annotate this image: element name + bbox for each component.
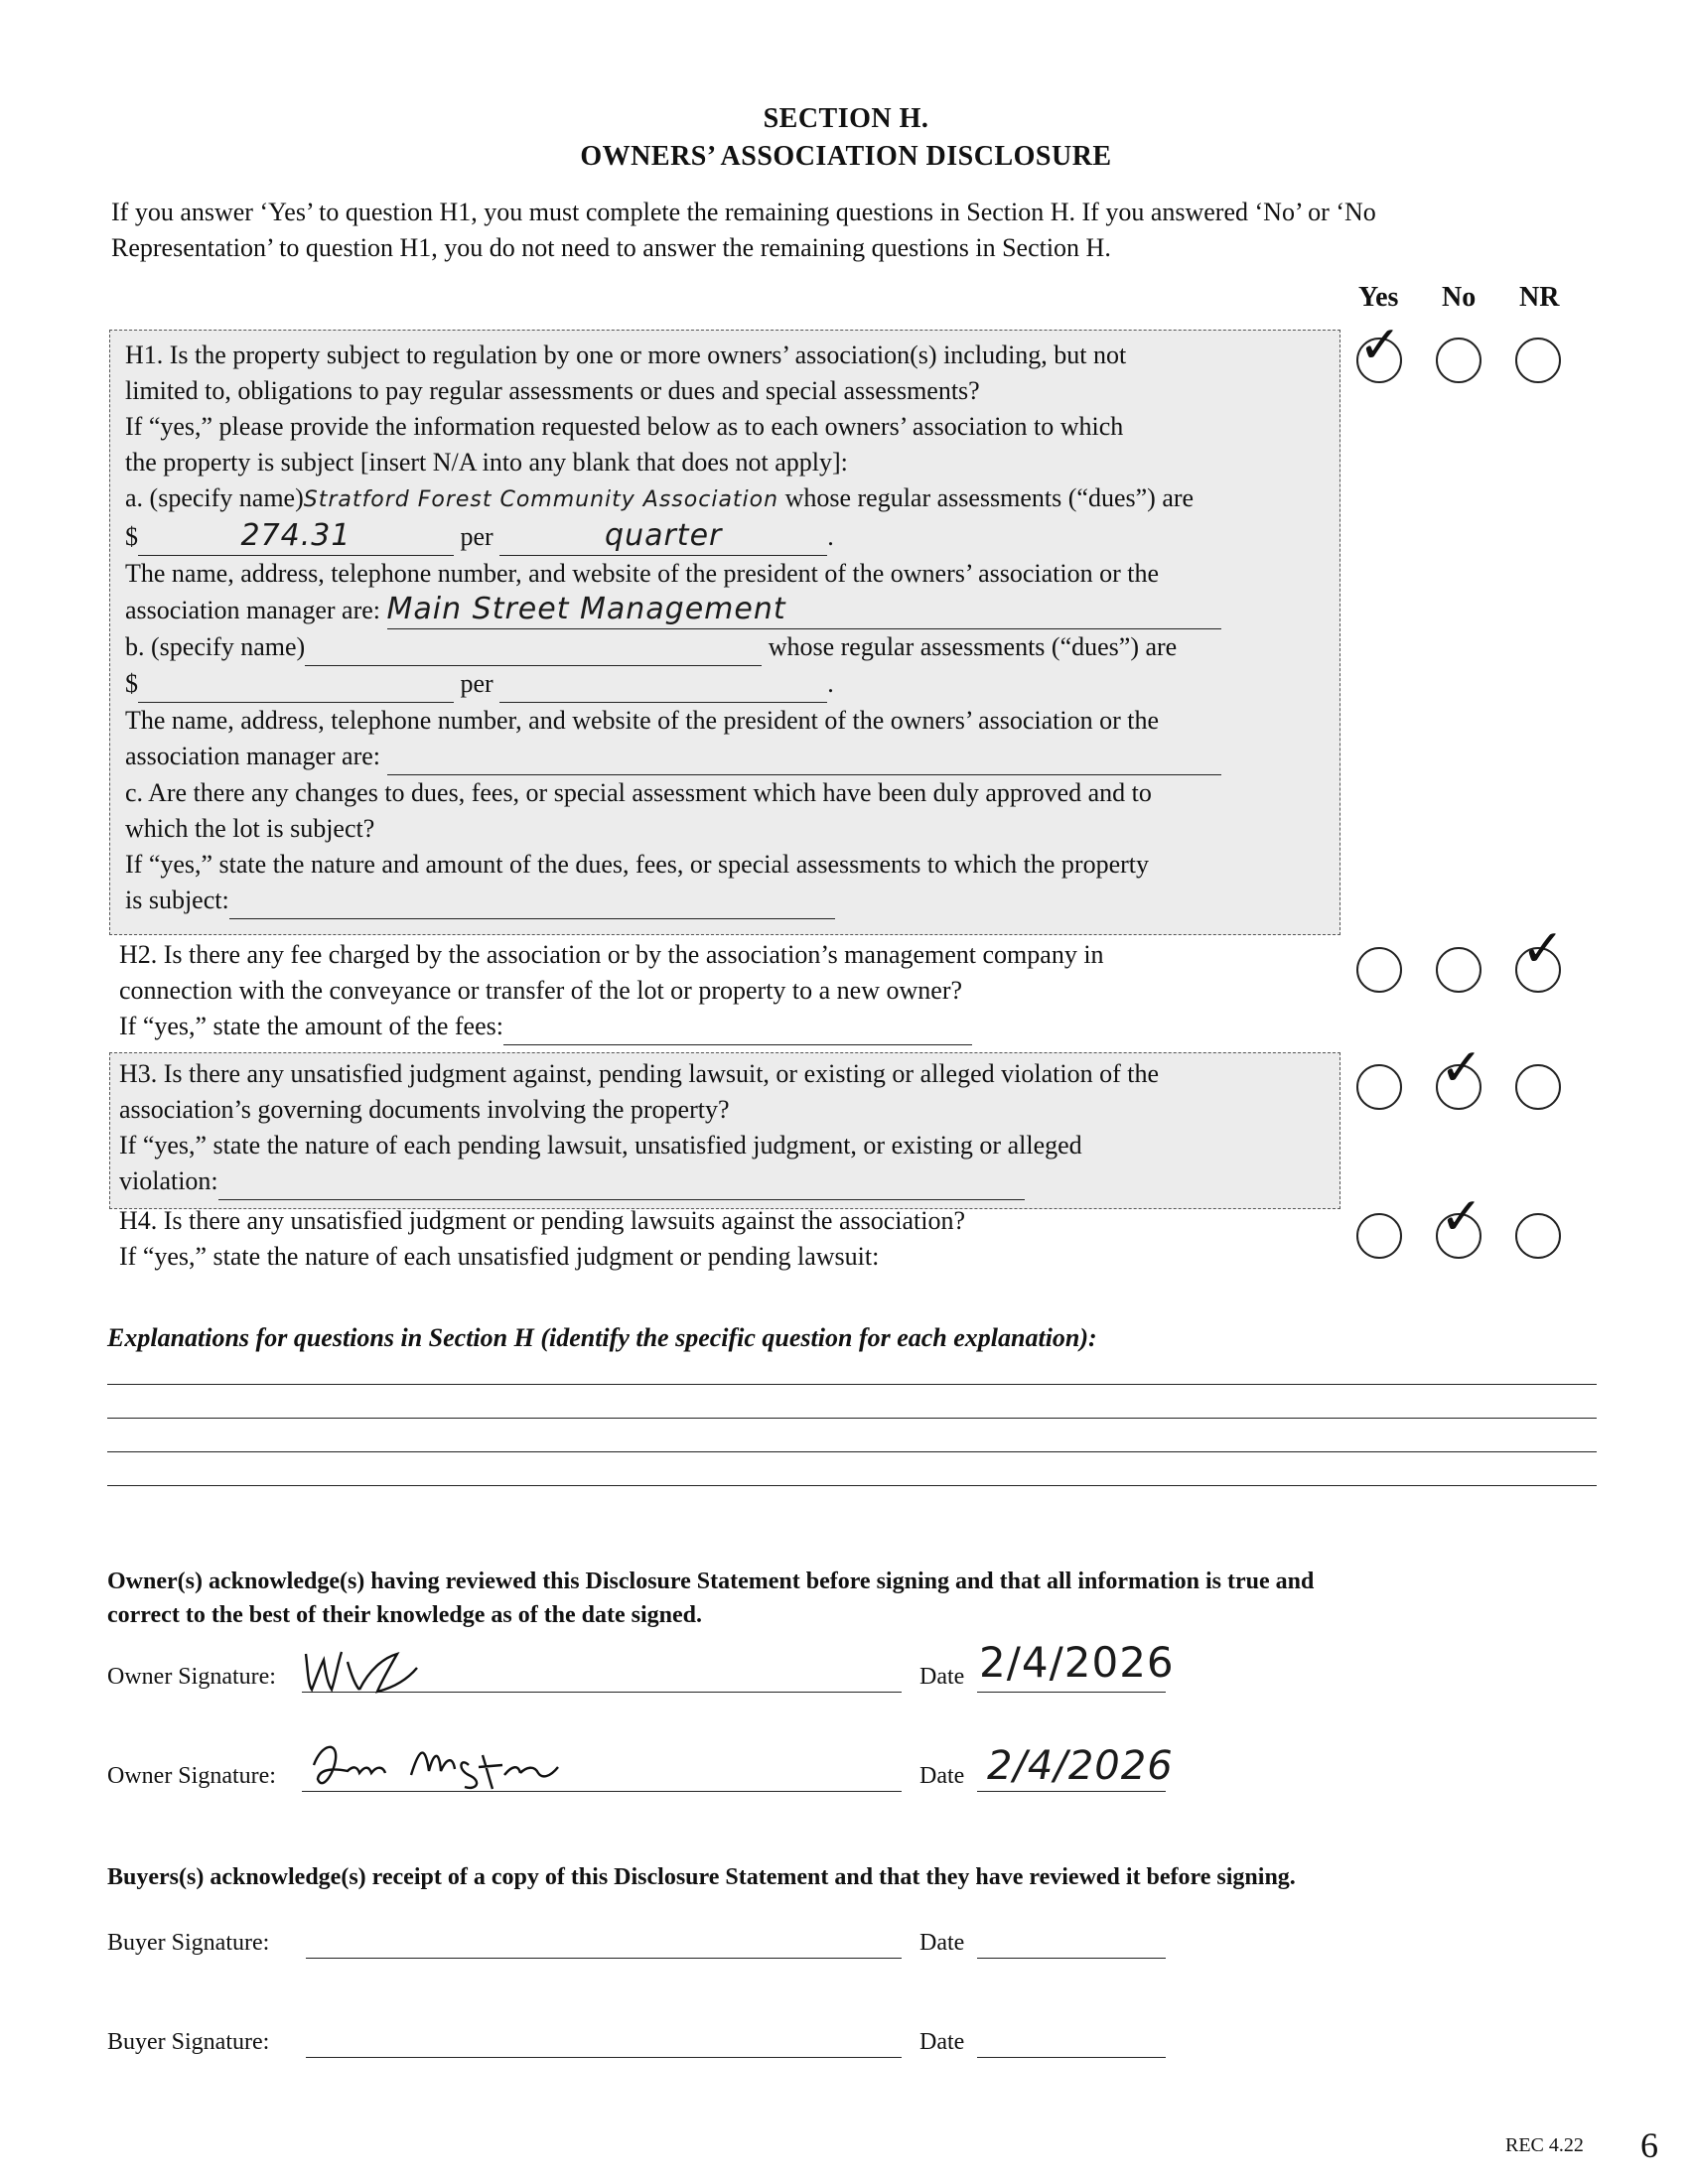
column-nr: NR xyxy=(1519,282,1560,313)
h3-yes-radio[interactable] xyxy=(1356,1064,1402,1110)
page-number: 6 xyxy=(1640,2125,1658,2165)
owner-acknowledgement: Owner(s) acknowledge(s) having reviewed this Disclosure Statement before signing and that all information is true and correct to the best of their knowledge as of the date signed. xyxy=(107,1569,1315,1628)
owner-date-1: 2/4/2026 xyxy=(979,1638,1175,1687)
h3-nr-radio[interactable] xyxy=(1515,1064,1561,1110)
h1-a-period[interactable]: quarter xyxy=(605,518,723,553)
h2-fee-field[interactable] xyxy=(503,1009,972,1045)
h1-no-radio[interactable] xyxy=(1436,338,1481,383)
h1-a-manager[interactable]: Main Street Management xyxy=(386,592,786,626)
column-no: No xyxy=(1442,282,1477,313)
h1-b-amount-field[interactable] xyxy=(138,666,454,703)
form-id: REC 4.22 xyxy=(1505,2134,1584,2156)
buyer-acknowledgement: Buyers(s) acknowledge(s) receipt of a copy of this Disclosure Statement and that they have reviewed it before signing. xyxy=(107,1864,1296,1890)
check-mark-icon: ✓ xyxy=(1440,1187,1483,1247)
buyer-signature-field-2[interactable] xyxy=(306,2057,902,2058)
buyer-date-label-1: Date xyxy=(919,1930,965,1956)
check-mark-icon: ✓ xyxy=(1358,316,1402,375)
check-mark-icon: ✓ xyxy=(1521,919,1565,979)
buyer-date-label-2: Date xyxy=(919,2029,965,2055)
h1-b-name-field[interactable] xyxy=(305,629,762,666)
owner-date-field-2[interactable] xyxy=(977,1791,1166,1792)
h1-b-manager-field[interactable] xyxy=(387,739,1221,775)
check-mark-icon: ✓ xyxy=(1440,1038,1483,1098)
h3-question: H3. Is there any unsatisfied judgment against, pending lawsuit, or existing or alleged violation of the association’s governing documents involving the property? If “yes,” state the nature of each pending lawsuit, unsatisfied judgment, or existing or alleged violation: xyxy=(119,1056,1337,1200)
h2-question: H2. Is there any fee charged by the association or by the association’s management company in connection with the conveyance or transfer of the lot or property to a new owner? If “yes,” state the amount of the fees: xyxy=(119,937,1340,1045)
h4-question: H4. Is there any unsatisfied judgment or pending lawsuits against the association? If “yes,” state the nature of each unsatisfied judgment or pending lawsuit: xyxy=(119,1206,966,1271)
buyer-signature-field-1[interactable] xyxy=(306,1958,902,1959)
section-title: SECTION H. xyxy=(763,103,929,134)
owner-date-2: 2/4/2026 xyxy=(987,1743,1174,1789)
h1-a-name[interactable]: Stratford Forest Community Association xyxy=(303,487,779,512)
explanation-line[interactable] xyxy=(107,1418,1597,1419)
buyer-signature-label-1: Buyer Signature: xyxy=(107,1930,270,1956)
h1-a-amount[interactable]: 274.31 xyxy=(240,518,352,553)
h2-no-radio[interactable] xyxy=(1436,947,1481,993)
owner-signature-1-image xyxy=(298,1640,457,1698)
explanation-line[interactable] xyxy=(107,1451,1597,1452)
explanations-heading: Explanations for questions in Section H (identify the specific question for each explanation): xyxy=(107,1323,1097,1352)
owner-signature-label-2: Owner Signature: xyxy=(107,1763,276,1789)
owner-date-label-1: Date xyxy=(919,1664,965,1690)
owner-date-field-1[interactable] xyxy=(977,1692,1166,1693)
h1-c-field[interactable] xyxy=(229,883,835,919)
explanation-line[interactable] xyxy=(107,1485,1597,1486)
h1-nr-radio[interactable] xyxy=(1515,338,1561,383)
h3-violation-field[interactable] xyxy=(218,1163,1025,1200)
column-yes: Yes xyxy=(1358,282,1399,313)
buyer-date-field-1[interactable] xyxy=(977,1958,1166,1959)
explanation-line[interactable] xyxy=(107,1384,1597,1385)
h2-yes-radio[interactable] xyxy=(1356,947,1402,993)
owner-signature-2-image xyxy=(308,1735,645,1795)
intro-text: If you answer ‘Yes’ to question H1, you must complete the remaining questions in Section H. If you answered ‘No’ or ‘No Representation’ to question H1, you do not need to answer the remaining questions in Section H. xyxy=(111,198,1376,262)
h1-question: H1. Is the property subject to regulation by one or more owners’ association(s) including, but not limited to, obligations to pay regular assessments or dues and special assessments? If “yes,” please provide the information requested below as to each owners’ association to which the property is subject [insert N/A into any blank that does not apply]: a. (specify name)Stratford Forest Community Association whose regular assessments (“dues”) are $ 274.31 per quarter . The name, address, telephone number, and website of the president of the owners’ association or the association manager are: Main Street Management b. (specify name) whose regular assessments (“dues”) are $ per . The name, address, telephone number, and website of the president of the owners’ association or the association manager are: c. Are there any changes to dues, fees, or special assessment which have been duly approved and to which the lot is subject? If “yes,” state the nature and amount of the dues, fees, or special assessments to which the property is subject: xyxy=(125,338,1337,919)
owner-signature-label-1: Owner Signature: xyxy=(107,1664,276,1690)
h4-yes-radio[interactable] xyxy=(1356,1213,1402,1259)
owner-date-label-2: Date xyxy=(919,1763,965,1789)
buyer-signature-label-2: Buyer Signature: xyxy=(107,2029,270,2055)
buyer-date-field-2[interactable] xyxy=(977,2057,1166,2058)
h4-nr-radio[interactable] xyxy=(1515,1213,1561,1259)
section-subtitle: OWNERS’ ASSOCIATION DISCLOSURE xyxy=(580,141,1112,172)
h1-b-period-field[interactable] xyxy=(499,666,827,703)
